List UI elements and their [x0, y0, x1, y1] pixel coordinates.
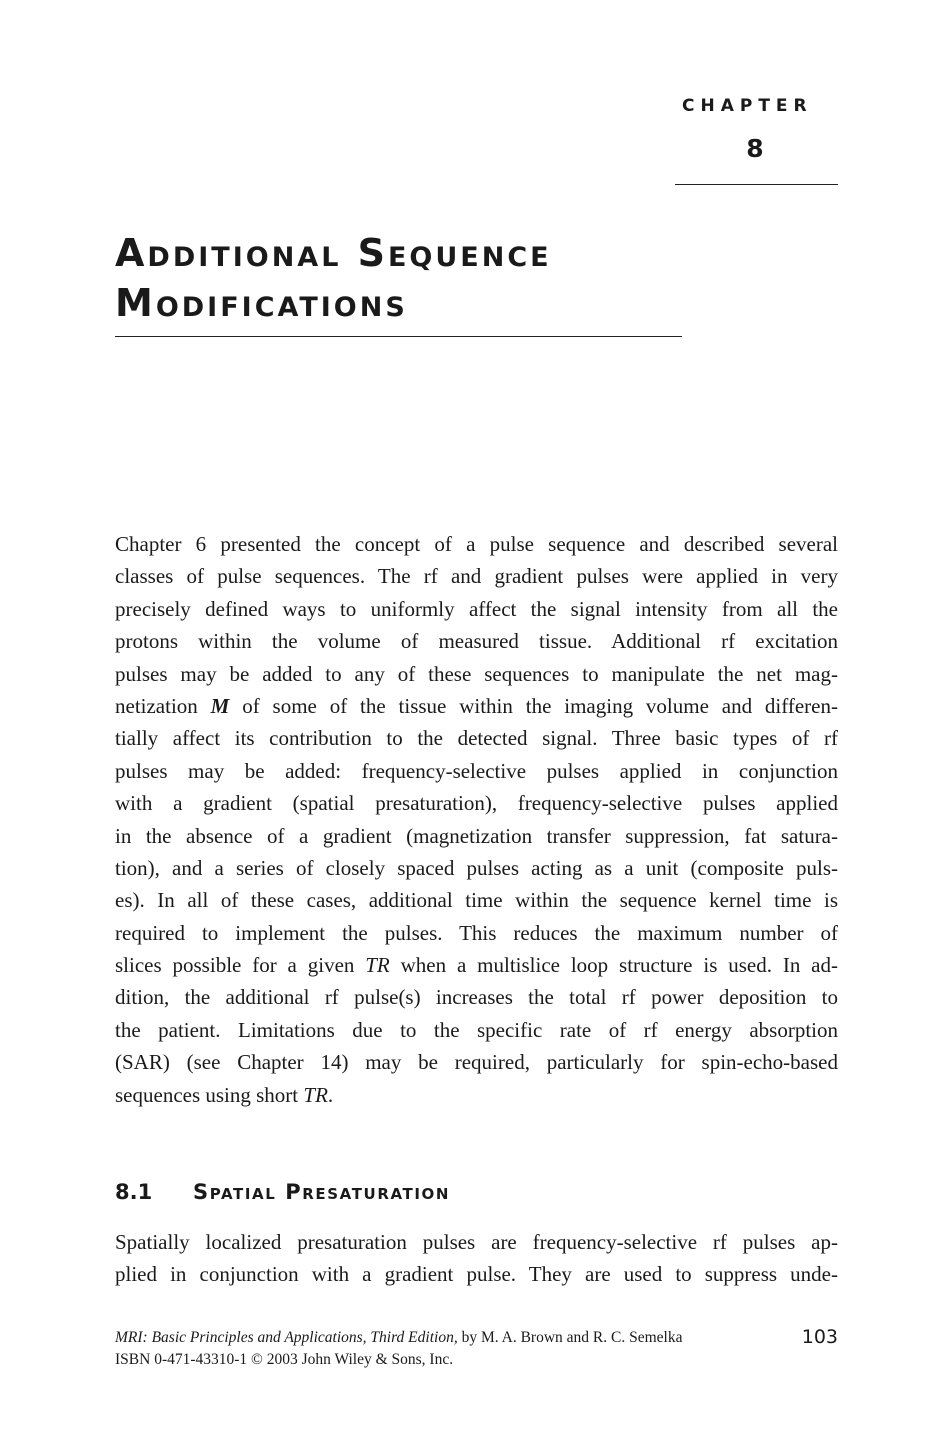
paragraph-line: Spatially localized presaturation pulses are frequency-selective rf pulses ap- [115, 1230, 838, 1254]
text-run: sequences using short [115, 1082, 304, 1107]
paragraph-line [115, 949, 838, 981]
tr-symbol: TR [365, 953, 390, 978]
paragraph-line: tially affect its contribution to the detected signal. Three basic types of rf [115, 726, 838, 751]
section-heading [115, 1180, 838, 1204]
magnetization-symbol: M [210, 693, 230, 718]
paragraph-line: required to implement the pulses. This reduces the maximum number of [115, 920, 838, 945]
chapter-number: 8 [746, 134, 764, 163]
book-title: MRI: Basic Principles and Applications, Third Edition, [115, 1329, 458, 1346]
tr-symbol: TR [303, 1082, 328, 1107]
paragraph-line: pulses may be added to any of these sequences to manipulate the net mag- [115, 661, 838, 686]
paragraph-line: es). In all of these cases, additional time within the sequence kernel time is [115, 888, 838, 913]
footer-isbn: ISBN 0-471-43310-1 © 2003 John Wiley & Sons, Inc. [115, 1351, 454, 1368]
title-rule [115, 336, 682, 337]
chapter-label: CHAPTER [682, 96, 813, 116]
page-number: 103 [801, 1326, 838, 1348]
paragraph-line: pulses may be added: frequency-selective pulses applied in conjunction [115, 758, 838, 783]
text-run: . [327, 1082, 334, 1107]
section-number: 8.1 [115, 1180, 153, 1204]
text-run: netization [115, 693, 211, 718]
paragraph-line: precisely defined ways to uniformly affect the signal intensity from all the [115, 596, 838, 621]
section-paragraph [115, 1226, 838, 1291]
paragraph-line: protons within the volume of measured tissue. Additional rf excitation [115, 629, 838, 654]
chapter-title-line-2: Modifications [115, 281, 408, 325]
paragraph-line: dition, the additional rf pulse(s) increases the total rf power deposition to [115, 985, 838, 1010]
book-authors: by M. A. Brown and R. C. Semelka [457, 1329, 683, 1346]
section-title: Spatial Presaturation [193, 1180, 451, 1204]
intro-paragraph [115, 528, 838, 1111]
paragraph-line: Chapter 6 presented the concept of a pulse sequence and described several [115, 532, 838, 556]
text-run: when a multislice loop structure is used. In ad- [389, 953, 838, 978]
chapter-title [115, 228, 735, 328]
text-run: of some of the tissue within the imaging volume and differen- [229, 693, 838, 718]
footer-book-line [115, 1327, 838, 1349]
paragraph-line [115, 1079, 838, 1111]
chapter-title-line-1: Additional Sequence [115, 231, 552, 275]
paragraph-line: (SAR) (see Chapter 14) may be required, particularly for spin-echo-based [115, 1050, 838, 1075]
paragraph-line: with a gradient (spatial presaturation), frequency-selective pulses applied [115, 791, 838, 816]
paragraph-line: classes of pulse sequences. The rf and gradient pulses were applied in very [115, 564, 838, 589]
text-run: slices possible for a given [115, 953, 366, 978]
paragraph-line: the patient. Limitations due to the specific rate of rf energy absorption [115, 1017, 838, 1042]
chapter-rule [675, 184, 838, 185]
paragraph-line [115, 690, 838, 722]
footer-citation [115, 1327, 838, 1371]
paragraph-line: tion), and a series of closely spaced pulses acting as a unit (composite puls- [115, 855, 838, 880]
paragraph-line: in the absence of a gradient (magnetization transfer suppression, fat satura- [115, 823, 838, 848]
paragraph-line: plied in conjunction with a gradient pulse. They are used to suppress unde- [115, 1262, 838, 1287]
